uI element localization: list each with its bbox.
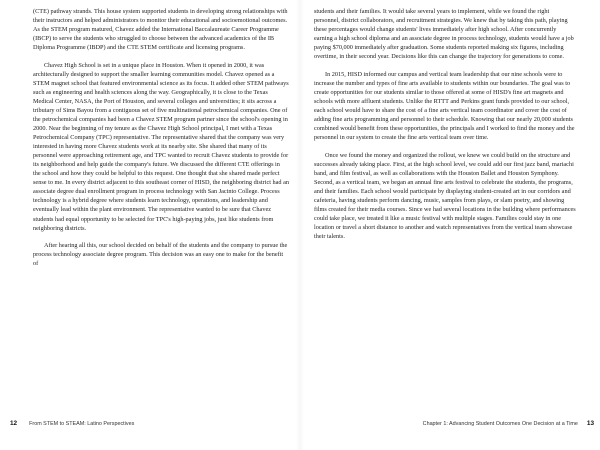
- paragraph: (CTE) pathway strands. This house system supported students in developing strong relationships with their instructors and helped administrators to monitor their educational and socioemotional outcomes. As the STEM program matured, Chavez added the International Baccalaureate Career Programme (IBCP) to serve the students who struggled to choose between the advanced academics of the IB Diploma Programme (IBDP) and the CTE STEM certificate and licensing programs.: [33, 8, 288, 52]
- paragraph: After hearing all this, our school decided on behalf of the students and the company to pursue the process technology associate degree program. This decision was an easy one to make for the benefit of: [33, 242, 288, 268]
- right-page: [300, 0, 600, 450]
- running-title: Chapter 1: Advancing Student Outcomes One Decision at a Time: [422, 421, 578, 427]
- right-page-footer: [423, 419, 594, 429]
- running-title: From STEM to STEAM: Latino Perspectives: [29, 421, 135, 427]
- page-number: 12: [10, 420, 18, 427]
- left-page-footer: [10, 419, 134, 429]
- paragraph: In 2015, HISD informed our campus and vertical team leadership that our nine schools were to increase the number and types of fine arts available to students within our boundaries. The goal was to create opportunities for our students similar to those offered at some of HISD's fine art magnets and schools with more affluent students. Unlike the RTTT and Perkins grant funds provided to our school, each school would have to share the cost of a fine arts vertical team coordinator and cover the cost of adding fine arts programming and personnel to their schedule. Knowing that our nearly 20,000 students combined would benefit from these opportunities, the principals and I worked to find the money and the personnel in our system to create the fine arts vertical team over time.: [314, 70, 575, 142]
- page-number: 13: [586, 420, 594, 427]
- paragraph: Once we found the money and organized the rollout, we knew we could build on the structure and successes already taking place. First, at the high school level, we could add our first jazz band, mariachi band, and film festival, as well as collaborations with the Houston Ballet and Houston Symphony. Second, as a vertical team, we began an annual fine arts festival to celebrate the students, the programs, and their families. Each school would participate by displaying student-created art in our corridors and cafeteria, having students perform dancing, music, samples from plays, or slam poetry, and showing films created for their media courses. Since we had several locations in the building where performances could take place, we treated it like a music festival with multiple stages. Families could stay in one location or travel a short distance to another and watch representatives from the vertical team showcase their talents.: [314, 151, 576, 241]
- right-page-body: [314, 7, 576, 250]
- left-page-body: [33, 7, 289, 277]
- paragraph: students and their families. It would take several years to implement, while we found the right personnel, district collaborators, and recruitment strategies. We knew that by taking this path, playing these percentages would change students' lives immediately after high school. After concurrently earning a high school diploma and an associate degree in process technology, students would have a job paying $70,000 immediately after graduation. Some students reported making six figures, including overtime, in their second year. Decisions like this can change the trajectory for generations to come.: [314, 8, 574, 61]
- paragraph: Chavez High School is set in a unique place in Houston. When it opened in 2000, it was architecturally designed to support the smaller learning communities model. Chavez opened as a STEM magnet school that featured environmental science as its focus. It added other STEM pathways such as engineering and health sciences along the way. Geographically, it is close to the Texas Medical Center, NASA, the Port of Houston, and several colleges and universities; it sits across a tributary of Sims Bayou from a contiguous set of five multinational petrochemical companies. One of the petrochemical companies had been a Chavez STEM program partner since the school's opening in 2000. Near the beginning of my tenure as the Chavez High School principal, I met with a Texas Petrochemical Company (TPC) representative. The representative shared that the company was very interested in having more Chavez students work at its nearby site. She shared that many of its personnel were approaching retirement age, and TPC wanted to recruit Chavez students to provide for its neighborhood and help guide the company's future. We discussed the different CTE offerings in the school and how they could be helpful to this request. One thought that she shared made perfect sense to me. In every district adjacent to this southeast corner of HISD, the neighboring district had an associate degree dual enrollment program in process technology with San Jacinto College. Process technology is a hybrid degree where students learn technology, operations, and leadership and eventually lead within the plant environment. The representative wanted to be sure that Chavez students had equal opportunity to be selected for TPC's high-paying jobs, just like students from neighboring districts.: [33, 61, 290, 232]
